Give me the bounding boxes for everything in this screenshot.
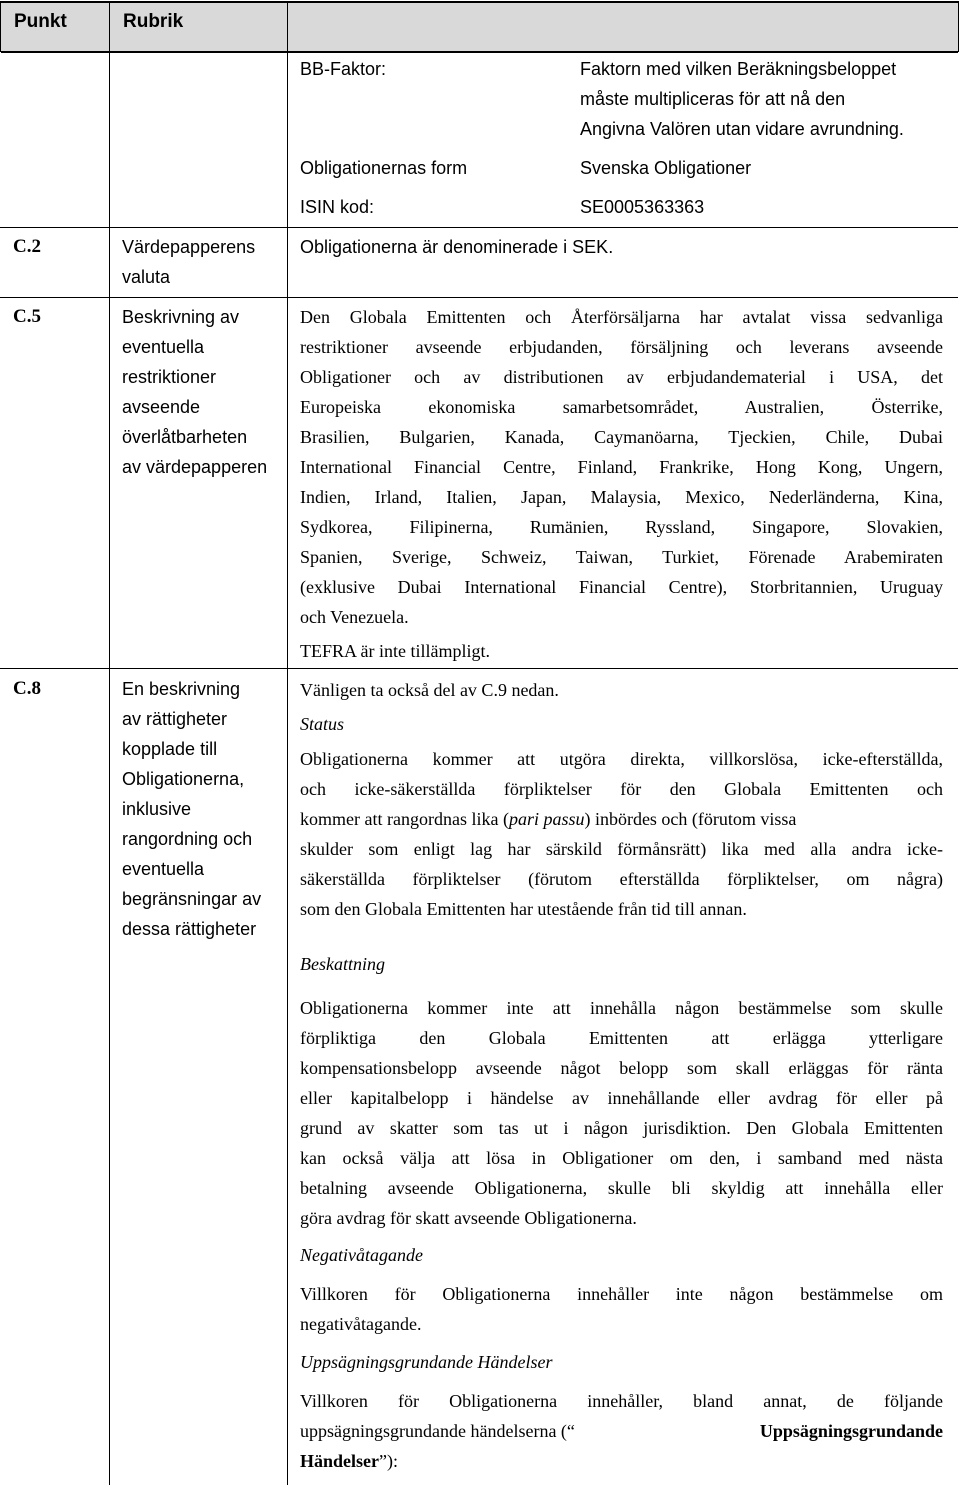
text-line: Obligationerna kommer att utgöra direkta, villkorslösa, icke-efterställda, [300,749,943,769]
row-divider-c5 [0,297,958,298]
rubric-line: eventuella [122,859,205,879]
row-divider-c2 [0,227,958,228]
rubric-line: En beskrivning [122,679,241,699]
text-line [300,804,943,834]
tax-paragraph [300,993,943,1233]
text-line: som den Globala Emittenten har utestående från tid till annan. [300,899,747,919]
rubric-line: dessa rättigheter [122,919,257,939]
text-line: Spanien, Sverige, Schweiz, Taiwan, Turkiet, Förenade Arabemiraten [300,547,943,567]
text-line: och icke-säkerställda förpliktelser för den Globala Emittenten och [300,779,943,799]
text-line: betalning avseende Obligationerna, skulle bli skyldig att innehålla eller [300,1178,943,1198]
text-line: och Venezuela. [300,607,409,627]
pari-passu-term: pari passu [508,809,585,829]
text-line: Villkoren för Obligationerna innehåller inte någon bestämmelse om [300,1284,943,1304]
rubric-c2 [122,232,282,292]
code-c5: C.5 [13,306,41,327]
bb-factor-value-3: Angivna Valören utan vidare avrundning. [580,119,904,139]
code-c2: C.2 [13,236,41,257]
bb-factor-value-2: måste multipliceras för att nå den [580,89,846,109]
text-line: kompensationsbelopp avseende något belopp som skall erläggas för ränta [300,1058,943,1078]
text-line: Europeiska ekonomiska samarbetsområdet, Australien, Österrike, [300,397,943,417]
rubric-c8 [122,674,282,944]
isin-value: SE0005363363 [580,197,705,217]
rubric-line: överlåtbarheten [122,427,248,447]
events-of-default-paragraph [300,1386,943,1476]
text-line [300,1416,943,1446]
bb-factor-label: BB-Faktor: [300,59,387,79]
text-line: International Financial Centre, Finland, Frankrike, Hong Kong, Ungern, [300,457,943,477]
tax-heading: Beskattning [300,954,385,974]
text-line: kan också välja att lösa in Obligationer om den, i samband med nästa [300,1148,943,1168]
rubric-line: eventuella [122,337,205,357]
text-line: säkerställda förpliktelser (förutom efterställda förpliktelser, om några) [300,869,943,889]
bb-factor-value-1: Faktorn med vilken Beräkningsbeloppet [580,59,897,79]
text-line: Den Globala Emittenten och Återförsäljarna har avtalat vissa sedvanliga [300,307,943,327]
table-border-right [958,1,959,52]
text-line: Obligationer och av distributionen av erbjudandematerial i USA, det [300,367,943,387]
rubric-line: inklusive [122,799,192,819]
rubric-line: kopplade till [122,739,218,759]
text-line [300,1446,943,1476]
text-line: restriktioner avseende erbjudanden, försäljning och leverans avseende [300,337,943,357]
text-line: Obligationerna kommer inte att innehålla någon bestämmelse som skulle [300,998,943,1018]
code-c8: C.8 [13,678,41,699]
defined-term: Uppsägningsgrundande [759,1421,943,1441]
negative-pledge-heading: Negativåtagande [300,1245,423,1265]
c5-restrictions-paragraph [300,302,943,632]
form-label: Obligationernas form [300,158,468,178]
rubric-line: begränsningar av [122,889,262,909]
text-line: skulder som enligt lag har särskild förmånsrätt) lika med alla andra icke- [300,839,943,859]
text-line: Sydkorea, Filipinerna, Rumänien, Ryssland, Singapore, Slovakien, [300,517,943,537]
rubric-line: valuta [122,267,171,287]
rubric-line: av värdepapperen [122,457,268,477]
tefra-statement: TEFRA är inte tillämpligt. [300,641,490,661]
c8-intro: Vänligen ta också del av C.9 nedan. [300,680,559,700]
text-segment [300,804,796,834]
c2-content: Obligationerna är denominerade i SEK. [300,237,614,257]
status-heading: Status [300,714,345,734]
rubric-line: restriktioner [122,367,217,387]
text-line: negativåtagande. [300,1314,422,1334]
rubric-c5 [122,302,282,482]
text-line: grund av skatter som tas ut i någon jurisdiktion. Den Globala Emittenten [300,1118,943,1138]
text-line: förpliktiga den Globala Emittenten att erlägga ytterligare [300,1028,943,1048]
column-divider-2 [287,1,288,1485]
text-segment: ”): [379,1451,398,1471]
text-line: Indien, Irland, Italien, Japan, Malaysia, Mexico, Nederländerna, Kina, [300,487,943,507]
text-line: Brasilien, Bulgarien, Kanada, Caymanöarna, Tjeckien, Chile, Dubai [300,427,943,447]
column-divider-1 [109,1,110,1485]
text-segment: kommer att rangordnas lika ( [300,809,509,829]
text-segment: ) inbördes och (förutom vissa [584,809,797,829]
rubric-line: Värdepapperens [122,237,256,257]
events-of-default-heading: Uppsägningsgrundande Händelser [300,1352,553,1372]
rubric-line: Obligationerna, [122,769,245,789]
rubric-line: avseende [122,397,201,417]
status-paragraph [300,744,943,924]
text-line: göra avdrag för skatt avseende Obligationerna. [300,1208,637,1228]
header-punkt: Punkt [14,11,67,32]
text-line: eller kapitalbelopp i händelse av innehållande eller avdrag för eller på [300,1088,943,1108]
text-segment: uppsägningsgrundande händelserna (“ [300,1421,575,1441]
form-value: Svenska Obligationer [580,158,752,178]
negative-pledge-paragraph [300,1279,943,1339]
defined-term: Händelser [300,1451,379,1471]
rubric-line: av rättigheter [122,709,228,729]
row-divider-c8 [0,668,958,669]
text-line: (exklusive Dubai International Financial Centre), Storbritannien, Uruguay [300,577,943,597]
table-border-left [0,1,1,52]
rubric-line: Beskrivning av [122,307,240,327]
isin-label: ISIN kod: [300,197,375,217]
text-line: Villkoren för Obligationerna innehåller, bland annat, de följande [300,1391,943,1411]
rubric-line: rangordning och [122,829,253,849]
header-rubrik: Rubrik [123,11,184,32]
table-header [1,1,958,53]
